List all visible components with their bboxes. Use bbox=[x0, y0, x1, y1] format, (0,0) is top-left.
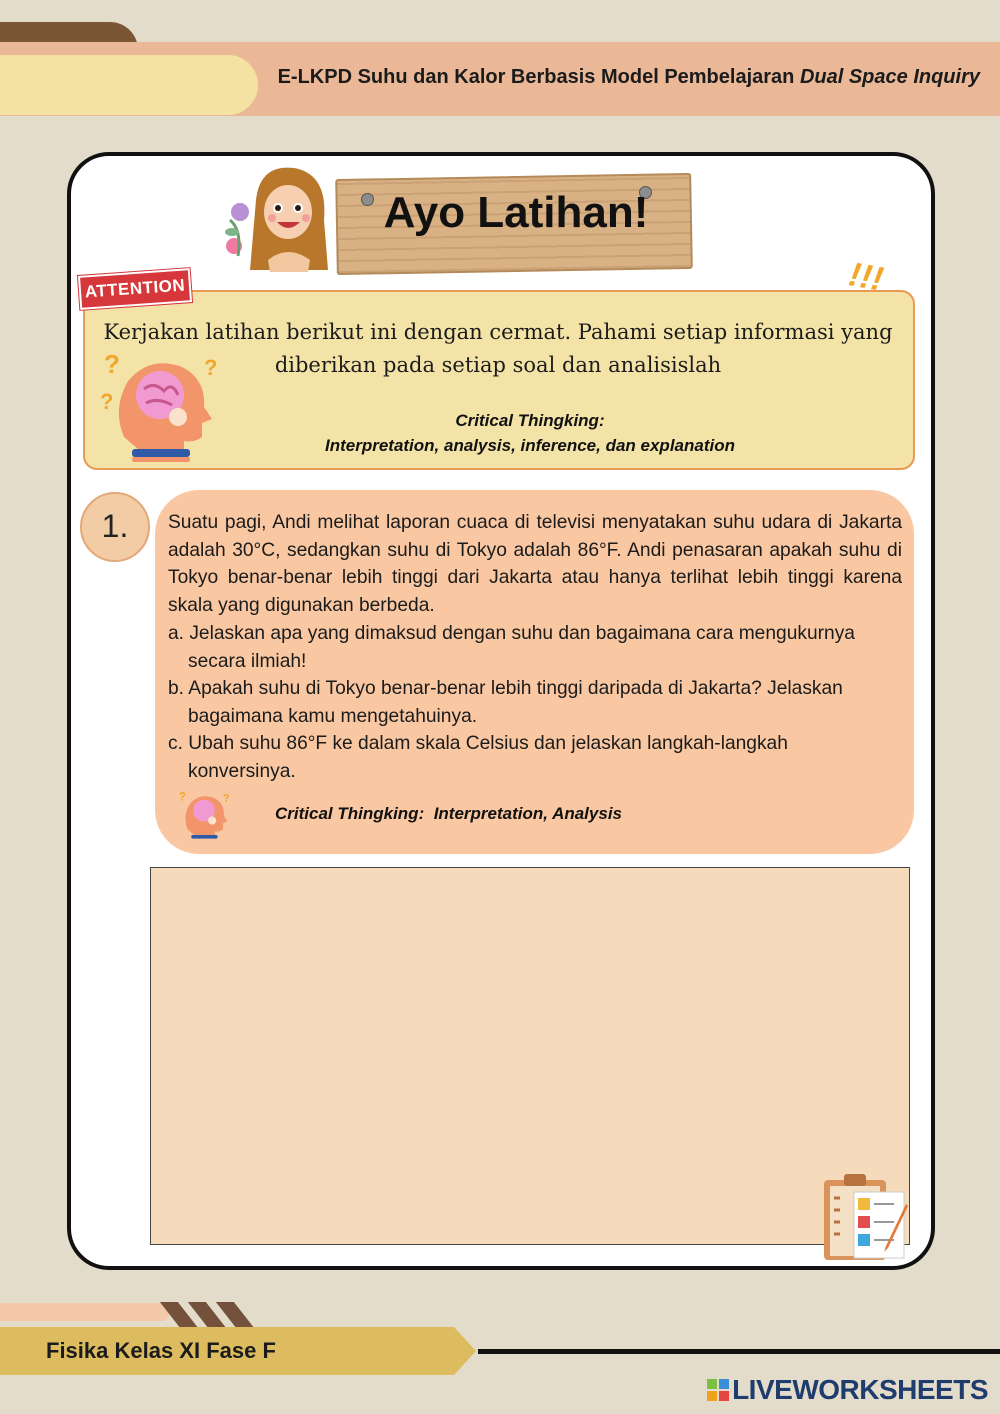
question-item-a: a. Jelaskan apa yang dimaksud dengan suhu dan bagaimana cara mengukurnya secara ilmiah! bbox=[168, 623, 855, 672]
attention-instruction: Kerjakan latihan berikut ini dengan cermat. Pahami setiap informasi yang diberikan pada setiap soal dan analisislah bbox=[103, 320, 893, 377]
question-stem: Suatu pagi, Andi melihat laporan cuaca di televisi menyatakan suhu udara di Jakarta adalah 30°C, sedangkan suhu di Tokyo adalah 86°F. Andi penasaran apakah suhu di Tokyo benar-benar lebih tinggi dari Jakarta atau hanya terlihat lebih tinggi karena skala yang digunakan berbeda. bbox=[168, 512, 902, 616]
exclamation-icon: !!! bbox=[846, 255, 887, 299]
svg-text:?: ? bbox=[204, 355, 218, 380]
question-item-b: b. Apakah suhu di Tokyo benar-benar lebih tinggi daripada di Jakarta? Jelaskan bagaimana kamu mengetahuinya. bbox=[168, 678, 843, 727]
question-number-badge: 1. bbox=[80, 492, 150, 562]
question-skills: Critical Thingking: Interpretation, Analysis bbox=[275, 804, 622, 823]
liveworksheets-brand bbox=[707, 1374, 988, 1406]
skill-label: Critical Thingking bbox=[455, 411, 599, 430]
liveworksheets-logo-icon bbox=[707, 1379, 729, 1401]
footer-peach-strip bbox=[0, 1303, 170, 1321]
svg-text:?: ? bbox=[178, 790, 186, 804]
svg-text:?: ? bbox=[222, 792, 230, 805]
document-title: E-LKPD Suhu dan Kalor Berbasis Model Pembelajaran Dual Space Inquiry bbox=[277, 66, 980, 88]
banner-title: Ayo Latihan! bbox=[383, 188, 649, 237]
question-items bbox=[168, 620, 868, 786]
svg-text:?: ? bbox=[100, 389, 114, 414]
header-yellow-tab bbox=[0, 55, 258, 115]
thinking-brain-small-icon bbox=[176, 788, 232, 844]
footer-band-arrow bbox=[454, 1327, 476, 1375]
footer-label: Fisika Kelas XI Fase F bbox=[46, 1338, 276, 1363]
footer-line bbox=[478, 1349, 1000, 1354]
liveworksheets-text: LIVEWORKSHEETS bbox=[732, 1374, 988, 1405]
question-item-c: c. Ubah suhu 86°F ke dalam skala Celsius dan jelaskan langkah-langkah konversinya. bbox=[168, 733, 788, 782]
attention-badge: ATTENTION bbox=[78, 268, 192, 310]
skill-list: Interpretation, analysis, inference, dan explanation bbox=[324, 436, 735, 455]
svg-text:?: ? bbox=[104, 349, 120, 379]
attention-skills: Critical Thingking: Interpretation, analysis, inference, dan explanation bbox=[324, 411, 735, 455]
clipboard-checklist-icon bbox=[818, 1170, 913, 1262]
answer-input[interactable] bbox=[150, 867, 910, 1245]
hijab-girl-icon bbox=[220, 160, 340, 278]
